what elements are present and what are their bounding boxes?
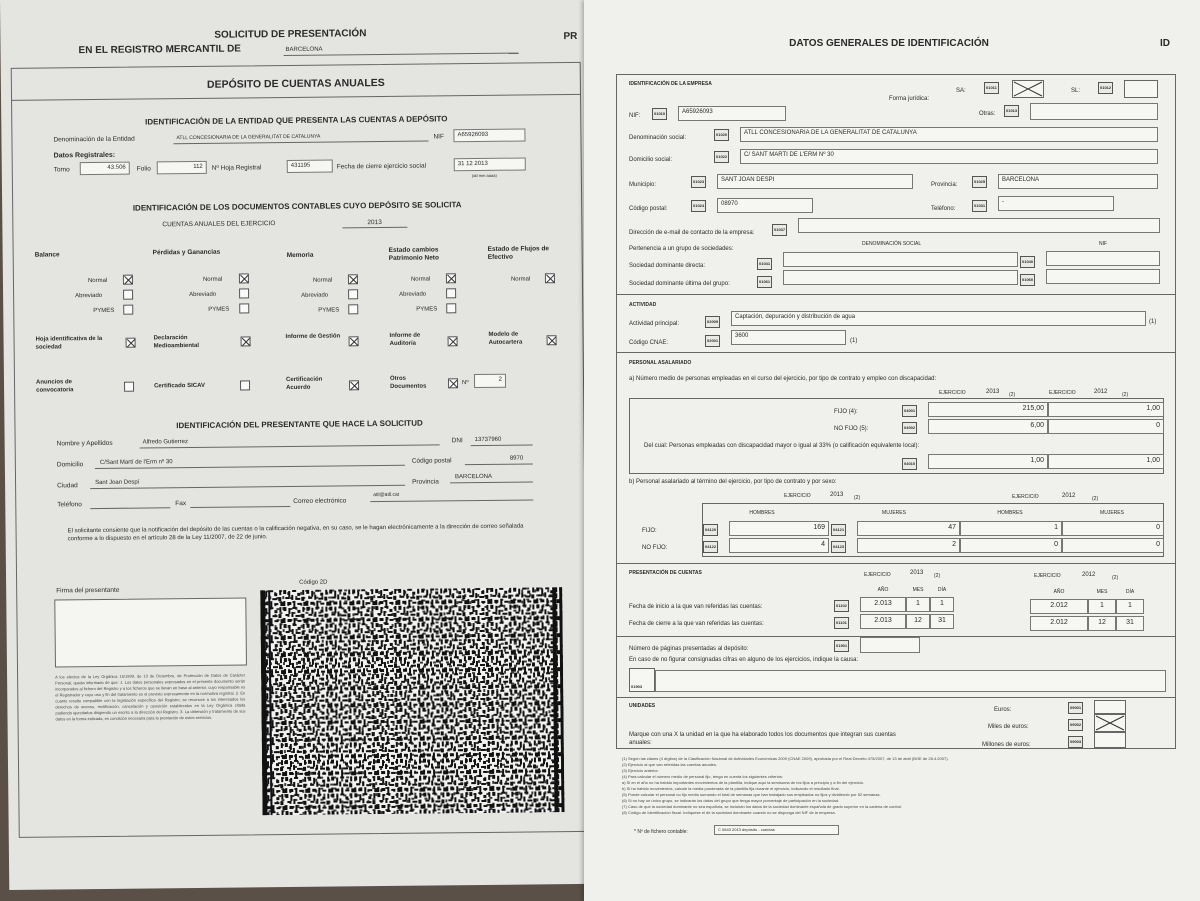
provincia-code: 01025 [972,176,987,188]
nif-field[interactable]: A65926093 [678,106,786,121]
left-form-sheet [0,0,599,890]
otros-n-field[interactable]: 2 [474,374,506,388]
pyg-pymes-label: PYMES [208,306,230,313]
miles-label: Miles de euros: [988,724,1029,730]
ejercicio-label: CUENTAS ANUALES DEL EJERCICIO [162,220,276,229]
h-fijo-code: 04120 [703,524,718,536]
tel-label: Teléfono: [931,206,956,212]
patrimonio-normal-checkbox[interactable] [446,273,456,283]
col-flujos: Estado de Flujos de Efectivo [487,245,550,261]
balance-abreviado-label: Abreviado [75,292,103,300]
cnae-label: Código CNAE: [629,340,669,346]
h-nofijo-2012-cell[interactable]: 0 [960,538,1062,553]
pyg-abreviado-label: Abreviado [189,291,217,299]
email-code: 01037 [772,224,787,236]
footnote-3: (3) Ejercicio anterior. [622,768,659,773]
directa-label: Sociedad dominante directa: [629,263,706,269]
inicio-2012-dia[interactable]: 1 [1116,599,1144,614]
presenter-city-label: Ciudad [57,482,78,490]
note-2012-a: (2) [1122,392,1129,398]
presenter-fax-label: Fax [175,500,187,508]
tel-field[interactable]: - [998,196,1114,211]
balance-normal-label: Normal [87,277,108,285]
col-balance: Balance [34,251,60,259]
barcode-2d [260,587,564,815]
inicio-2013-ano[interactable]: 2.013 [860,597,906,612]
request-title-line1: SOLICITUD DE PRESENTACIÓN [214,28,367,41]
note-2013-b: (2) [854,495,861,501]
m-nofijo-2012-cell[interactable]: 0 [1062,538,1164,553]
reg-heading: Datos Registrales: [53,151,116,160]
cierre-field[interactable]: 31 12 2013 [454,158,526,172]
balance-pymes-label: PYMES [93,307,115,315]
presenter-name-label: Nombre y Apellidos [56,439,113,448]
euros-checkbox[interactable] [1094,700,1126,714]
mes-2012-header: MES [1096,589,1108,595]
inicio-code: 01102 [834,600,849,612]
miles-checkbox[interactable] [1094,714,1126,732]
email-field[interactable] [798,218,1160,233]
patrimonio-pymes-label: PYMES [416,306,438,313]
note-2012-c: (2) [1112,575,1119,581]
mujeres-2012-header: MUJERES [1100,510,1124,516]
ano-2013-header: AÑO [877,587,889,593]
presenter-email-label: Correo electrónico [293,497,347,505]
fijo-b-label: FIJO: [642,528,657,534]
year-2013-a: 2013 [986,389,1000,395]
modelo-autocartera-checkbox[interactable] [547,335,557,345]
disc-2013-cell[interactable]: 1,00 [928,454,1048,469]
mes-2013-header: MES [912,587,924,593]
sa-checked-mark [1013,81,1043,97]
presentacion-heading: PRESENTACIÓN DE CUENTAS [629,570,702,576]
grupo-label: Pertenencia a un grupo de sociedades: [629,246,734,252]
otras-label: Otras: [979,111,996,117]
informe-auditoria-checkbox[interactable] [448,336,458,346]
cnae-field[interactable]: 3600 [731,330,846,345]
cierre-2012-dia[interactable]: 31 [1116,616,1144,631]
dia-2012-header: DÍA [1125,589,1135,595]
municipio-label: Municipio: [629,182,657,188]
presenter-heading: IDENTIFICACIÓN DEL PRESENTANTE QUE HACE LA SOLICITUD [176,418,423,431]
dia-2013-header: DÍA [937,587,947,593]
presenter-address-label: Domicilio [56,461,84,469]
footnote-6: (6) Si no hay un único grupo, se indicarán los datos del grupo que tenga mayor porcentaje de participación en la sociedad. [622,798,840,803]
millones-label: Millones de euros: [982,742,1031,748]
declaracion-medioambiental-checkbox[interactable] [241,336,251,346]
registry-city-line [284,53,519,56]
unidades-text: Marque con una X la unidad en la que ha elaborado todos los documentos que integran sus cuentas anuales: [629,732,896,746]
year-2012-a: 2012 [1094,389,1108,395]
otras-field[interactable] [1030,103,1158,120]
col-perdidas: Pérdidas y Ganancias [152,248,221,257]
entity-heading: IDENTIFICACIÓN DE LA ENTIDAD QUE PRESENTA LAS CUENTAS A DEPÓSITO [145,114,448,127]
modelo-autocartera-label: Modelo de Autocartera [488,331,523,346]
cnae-code: 02001 [705,335,720,347]
nofijo-label: NO FIJO (5): [834,426,869,432]
memoria-abreviado-label: Abreviado [301,292,329,299]
cierre-2012-ano[interactable]: 2.012 [1030,616,1088,631]
causas-code-box [629,668,655,692]
otros-documentos-checkbox[interactable] [448,378,458,388]
email-label: Dirección de e-mail de contacto de la empresa: [629,230,755,236]
flujos-normal-checkbox[interactable] [545,273,555,283]
hoja-identificativa-checkbox[interactable] [126,338,136,348]
personal-a-text: a) Número medio de personas empleadas en el curso del ejercicio, por tipo de contrato y empleo con discapacidad: [629,376,937,382]
inicio-2013-mes[interactable]: 1 [906,597,930,612]
directa-code: 01041 [757,258,772,270]
presenter-province-value[interactable]: BARCELONA [454,473,493,481]
m-nofijo-code: 04123 [831,541,846,553]
cp-code: 01024 [691,200,706,212]
municipio-field[interactable]: SANT JOAN DESPI [717,174,913,189]
right-form-sheet [584,0,1200,901]
tel-code: 01031 [972,200,987,212]
consent-text: El solicitante consiente que la notificación del depósito de las cuentas o la calificación negativa, en su caso, se le hagan electrónicamente a la dirección de correo señalada conforme a lo dispuesto en el artículo 28 de la Ley 11/2007, de 22 de junio. [67,523,524,543]
general-id-code: ID [1160,38,1170,49]
year-2013-b: 2013 [830,492,844,498]
cierre-2013-dia[interactable]: 31 [930,614,954,629]
ejercicio-2013-c-label: EJERCICIO [864,572,891,578]
inicio-2012-ano[interactable]: 2.012 [1030,599,1088,614]
euros-code: 09001 [1068,702,1083,714]
signature-label: Firma del presentante [56,586,120,595]
principal-label: Actividad principal: [629,321,680,327]
empresa-divider [616,294,1176,295]
section-title: DEPÓSITO DE CUENTAS ANUALES [206,76,385,91]
pyg-normal-checkbox[interactable] [239,273,249,283]
footnote-4: (4) Para calcular el número medio de personal fijo, tenga en cuenta los siguientes criterios: [622,774,783,779]
memoria-normal-checkbox[interactable] [348,274,358,284]
corner-cut-text: PR [563,30,578,43]
sicav-checkbox[interactable] [240,380,250,390]
provincia-field[interactable]: BARCELONA [998,174,1158,189]
nofijo-2013-cell[interactable]: 6,00 [928,419,1048,434]
cierre-2013-mes[interactable]: 12 [906,614,930,629]
cierre-hint: (dd mm aaaa) [471,172,497,179]
millones-code: 09003 [1068,736,1083,748]
general-id-title: DATOS GENERALES DE IDENTIFICACIÓN [789,38,989,49]
domicilio-field[interactable]: C/ SANT MARTI DE L'ERM Nº 30 [740,149,1158,164]
barcode-label: Código 2D [299,579,328,586]
sl-checkbox[interactable] [1124,80,1158,98]
ano-2012-header: AÑO [1053,589,1065,595]
denom-social-header: DENOMINACIÓN SOCIAL [862,241,922,247]
cierre-2012-mes[interactable]: 12 [1088,616,1116,631]
informe-gestion-label: Informe de Gestión [285,333,341,341]
patrimonio-normal-label: Normal [410,276,431,283]
nif-label: NIF: [629,113,641,119]
sa-checkbox[interactable] [1012,80,1044,98]
h-fijo-2013-cell[interactable]: 169 [729,521,829,536]
memoria-pymes-label: PYMES [318,307,340,314]
ultima-code: 01061 [757,276,772,288]
memoria-abreviado-checkbox[interactable] [348,289,358,299]
presenter-dni-value[interactable]: 13737960 [474,436,502,444]
denom-label: Denominación social: [629,135,687,141]
disc-2012-cell[interactable]: 1,00 [1048,454,1164,469]
ejercicio-value[interactable]: 2013 [367,219,382,227]
tomo-label: Tomo [53,166,70,174]
h-nofijo-2013-cell[interactable]: 4 [729,538,829,553]
cp-field[interactable]: 08970 [717,198,813,213]
pyg-pymes-checkbox[interactable] [239,303,249,313]
year-2012-c: 2012 [1082,572,1096,578]
millones-checkbox[interactable] [1094,732,1126,748]
footnote-8: (8) Código de Identificación fiscal. Indíquese el de la sociedad dominante cuando no se disponga del NIF de la empresa. [622,810,836,815]
presenter-postal-value[interactable]: 8970 [509,455,524,462]
request-title-line2: EN EL REGISTRO MERCANTIL DE [78,43,242,57]
causas-code: 01903 [631,684,643,689]
h-nofijo-code: 04122 [703,541,718,553]
entity-nif-field[interactable]: A65926093 [453,129,525,143]
year-2013-c: 2013 [910,570,924,576]
empresa-heading: IDENTIFICACIÓN DE LA EMPRESA [629,81,712,87]
pyg-abreviado-checkbox[interactable] [239,288,249,298]
entity-name-value[interactable]: ATLL CONCESIONARIA DE LA GENERALITAT DE CATALUNYA [176,133,321,142]
folio-label: Folio [136,165,151,173]
registry-city: BARCELONA [285,46,323,54]
sl-code: 01012 [1098,82,1113,94]
col-patrimonio: Estado cambios Patrimonio Neto [388,246,439,262]
personal-heading: PERSONAL ASALARIADO [629,360,692,366]
memoria-pymes-checkbox[interactable] [348,304,358,314]
presenter-email-value[interactable]: atll@atll.cat [373,491,400,499]
disc-text: Del cual: Personas empleadas con discapacidad mayor o igual al 33% (o calificación equivalente local): [644,443,920,449]
cierre-2013-ano[interactable]: 2.013 [860,614,906,629]
patrimonio-abreviado-checkbox[interactable] [446,288,456,298]
sl-label: SL: [1071,88,1081,94]
ultima-nif-field[interactable] [1046,269,1160,284]
h-fijo-2012-cell[interactable]: 1 [960,521,1062,536]
flujos-normal-label: Normal [510,276,531,283]
presenter-city-value[interactable]: Sant Joan Despí [95,479,140,487]
folio-field[interactable]: 112 [157,161,207,175]
m-nofijo-2013-cell[interactable]: 2 [857,538,960,553]
footnote-1: (1) Según las clases (4 dígitos) de la Clasificación Nacional de Actividades Económicas 2009 (CNAE 2009), aprobada por el Real Decreto 475/2007, de 13 de abril (BOE de 28.4.2007). [622,756,949,761]
ejercicio-2012-label: EJERCICIO [1049,390,1076,396]
note-2012-b: (2) [1092,496,1099,502]
directa-field[interactable] [783,252,1018,267]
presenter-address-value[interactable]: C/Sant Martí de l'Erm nº 30 [99,459,173,466]
cierre-label: Fecha de cierre ejercicio social [336,162,427,171]
presentacion-divider [616,697,1176,698]
m-fijo-2013-cell[interactable]: 47 [857,521,960,536]
hombres-2012-header: HOMBRES [997,510,1023,516]
provincia-label: Provincia: [931,182,958,188]
ejercicio-2013-b-label: EJERCICIO [784,493,811,499]
cierre-label: Fecha de cierre a la que van referidas las cuentas: [629,621,764,627]
disc-code: 04010 [902,458,917,470]
balance-normal-checkbox[interactable] [123,275,133,285]
domicilio-label: Domicilio social: [629,157,673,163]
denom-field[interactable]: ATLL CONCESIONARIA DE LA GENERALITAT DE CATALUNYA [740,127,1158,142]
patrimonio-abreviado-label: Abreviado [399,291,427,298]
mujeres-2013-header: MUJERES [882,510,906,516]
entity-nif-label: NIF [433,133,444,141]
paginas-code: 01901 [834,640,849,652]
footnote-5: (5) Puede calcular el personal no fijo medio sumando el total de semanas que han trabajado sus empleados no fijos y dividiendo por 52 semanas. [622,792,881,797]
principal-code: 02009 [705,316,720,328]
fijo-2012-cell[interactable]: 1,00 [1048,402,1164,417]
sa-code: 01011 [984,82,999,94]
miles-checked-mark [1095,715,1125,731]
principal-field[interactable]: Captación, depuración y distribución de agua [731,311,1146,326]
inicio-label: Fecha de inicio a la que van referidas las cuentas: [629,604,763,610]
presenter-dni-label: DNI [451,437,463,445]
informe-auditoria-label: Informe de Auditoría [389,332,421,347]
col-memoria: Memoria [286,251,314,260]
balance-abreviado-checkbox[interactable] [123,290,133,300]
otros-n-label: Nº [462,380,469,387]
informe-gestion-checkbox[interactable] [349,336,359,346]
presenter-province-label: Provincia [412,478,439,486]
otros-documentos-label: Otros Documentos [389,375,427,390]
footnote-4a: a) Si en el año no ha habido importantes movimientos de la plantilla, indique aquí la semisuma de los fijos a principio y a fin del ejercicio. [622,780,865,785]
anuncios-label: Anuncios de convocatoria [35,379,74,394]
hoja-identificativa-label: Hoja identificativa de la sociedad [35,335,103,351]
cnae-note: (1) [850,338,858,344]
patrimonio-pymes-checkbox[interactable] [446,303,456,313]
paginas-label: Número de páginas presentadas al depósito: [629,646,749,652]
denom-code: 01020 [714,129,729,141]
fichero-field[interactable]: C 0643 2013 depósito - cuentas [714,825,839,835]
unidades-heading: UNIDADES [629,703,656,709]
m-fijo-2012-cell[interactable]: 0 [1062,521,1164,536]
personal-divider [616,563,1176,564]
anuncios-checkbox[interactable] [124,382,134,392]
fijo-label: FIJO (4): [834,409,858,415]
domicilio-code: 01022 [714,151,729,163]
cierre-code: 01101 [834,617,849,629]
actividad-heading: ACTIVIDAD [629,302,657,308]
ultima-field[interactable] [783,270,1018,285]
note-2013-c: (2) [934,573,941,579]
municipio-code: 01023 [691,176,706,188]
euros-label: Euros: [994,707,1012,713]
presenter-name-value[interactable]: Alfredo Gutierrez [142,439,189,446]
year-2012-b: 2012 [1062,493,1076,499]
personal-b-text: b) Personal asalariado al término del ejercicio, por tipo de contrato y por sexo: [629,479,837,485]
principal-note: (1) [1149,319,1157,325]
certificacion-acuerdo-checkbox[interactable] [349,380,359,390]
fijo-code: 04001 [902,405,917,417]
actividad-divider [616,352,1176,353]
documents-heading: IDENTIFICACIÓN DE LOS DOCUMENTOS CONTABLES CUYO DEPÓSITO SE SOLICITA [132,200,462,213]
ejercicio-2013-label: EJERCICIO [939,390,966,396]
otras-code: 01013 [1004,105,1019,117]
balance-pymes-checkbox[interactable] [123,305,133,315]
m-fijo-code: 04121 [831,524,846,536]
nofijo-2012-cell[interactable]: 0 [1048,419,1164,434]
memoria-normal-label: Normal [312,277,333,284]
inicio-2012-mes[interactable]: 1 [1088,599,1116,614]
hoja-label: Nº Hoja Registral [211,164,262,172]
note-2013-a: (2) [1009,392,1016,398]
ejercicio-2012-c-label: EJERCICIO [1034,573,1061,579]
nif-code: 01010 [652,108,667,120]
tomo-field[interactable]: 43.506 [80,162,130,176]
directa-nif-field[interactable] [1046,251,1160,266]
hombres-2013-header: HOMBRES [749,510,775,516]
fijo-2013-cell[interactable]: 215,00 [928,402,1048,417]
ultima-nif-code: 01060 [1020,274,1035,286]
paginas-field[interactable] [860,637,920,653]
hoja-field[interactable]: 431195 [287,160,333,173]
causas-field[interactable] [655,670,1166,692]
sa-label: SA: [956,88,966,94]
footnote-2: (2) Ejercicio al que van referidas las cuentas anuales. [622,762,717,767]
causas-text: En caso de no figurar consignadas cifras en alguno de los ejercicios, indique la causa: [629,657,859,663]
nofijo-code: 04002 [902,422,917,434]
sicav-label: Certificado SICAV [154,382,205,390]
presenter-postal-label: Código postal [411,457,452,465]
footnotes [622,756,1172,830]
miles-code: 09002 [1068,719,1083,731]
pyg-normal-label: Normal [202,276,223,283]
ejercicio-2012-b-label: EJERCICIO [1012,494,1039,500]
entity-name-label: Denominación de la Entidad [53,135,135,144]
footnote-7: (7) Caso de que la sociedad dominante no sea española, se incluirán los datos de la sociedad dominante española de grado superior en la cadena de control. [622,804,903,809]
declaracion-medioambiental-label: Declaración Medioambiental [153,335,200,350]
nif-header: NIF [1099,241,1108,247]
inicio-2013-dia[interactable]: 1 [930,597,954,612]
forma-label: Forma jurídica: [889,96,930,102]
legal-text: A los efectos de la Ley Orgánica 15/1999, de 13 de Diciembre, de Protección de Datos de Carácter Personal, queda informado de que: 1. Los datos personales expresados en el presente documento serán incorporados al fichero del Registro y a los ficheros que se llevan en base al anterior, cuyo responsable es el Registrador y cuyo uso y fin del tratamiento es el previsto expresamente en la normativa registral. 2. En cuanto resulte compatible con la legislación específica del Registro, se reconoce a los interesados los derechos de acceso, rectificación, cancelación y oposición establecidos en la Ley Orgánica citada pudiendo ejercitarlos dirigiendo un escrito a la dirección del Registro. 3. La obtención y tratamiento de sus datos en la forma indicada, es condición necesaria para la prestación de estos servicios. [55,672,246,722]
cp-label: Código postal: [629,206,668,212]
fichero-label: * Nº de fichero contable: [634,829,688,835]
nofijo-b-label: NO FIJO: [642,545,668,551]
certificacion-acuerdo-label: Certificación Acuerdo [285,376,323,392]
directa-nif-code: 01040 [1020,256,1035,268]
presenter-phone-label: Teléfono [57,501,82,509]
signature-box[interactable] [54,597,247,667]
footnote-4b: b) Si ha habido movimientos, calcule la media ponderada de la plantilla fija durante el ejercicio, indicando el resultado final. [622,786,840,791]
ultima-label: Sociedad dominante última del grupo: [629,281,730,287]
